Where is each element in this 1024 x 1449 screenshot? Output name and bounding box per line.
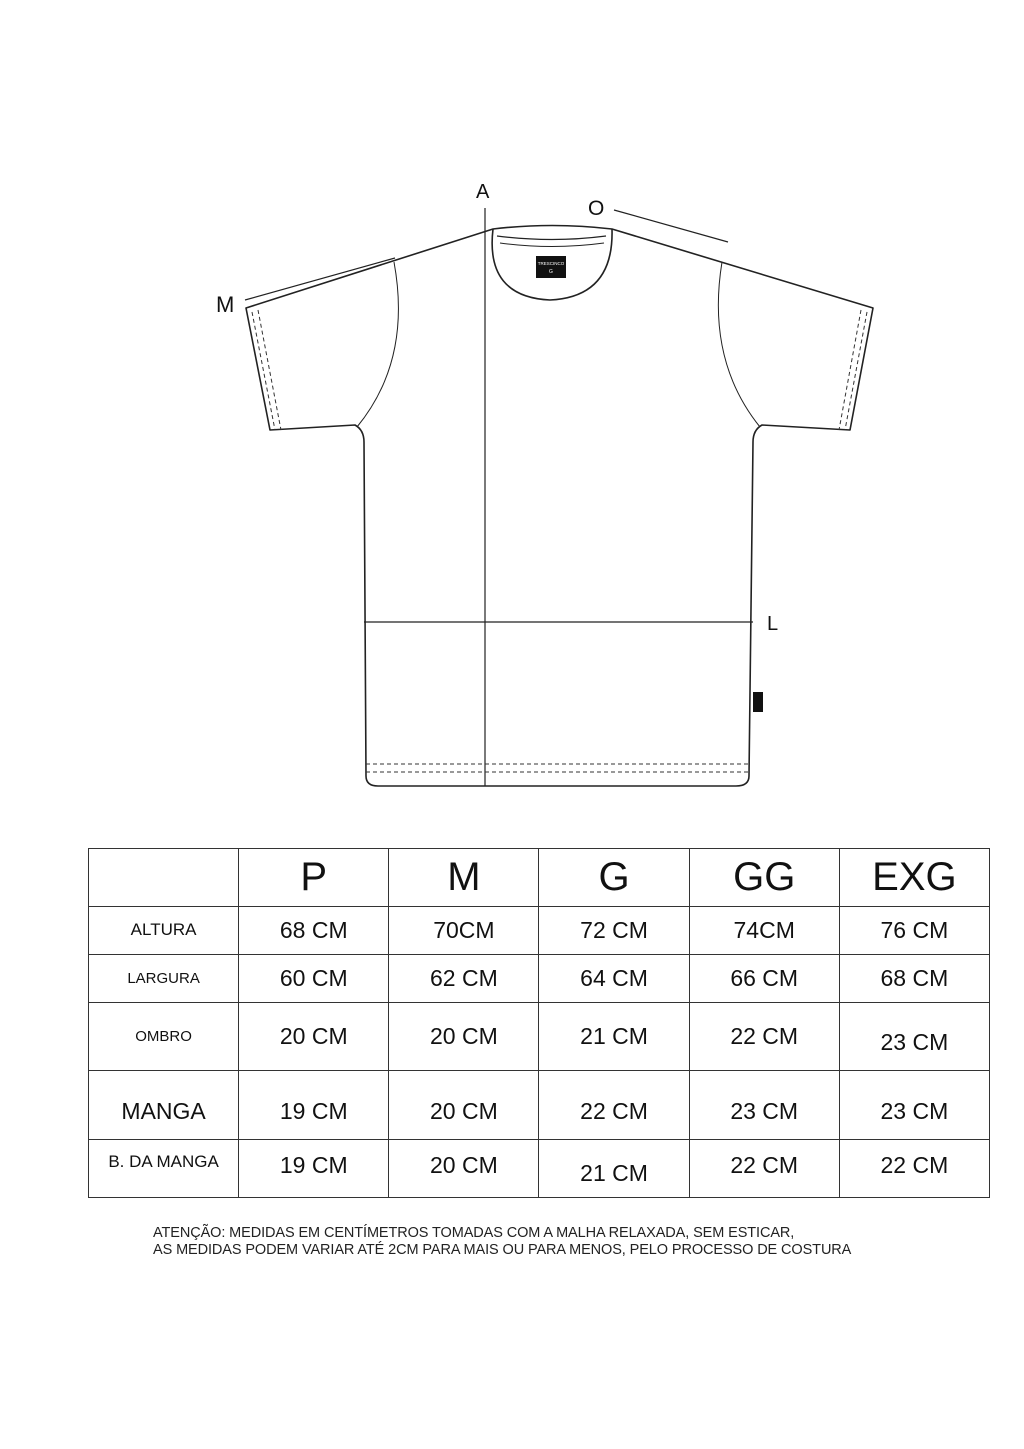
left-armhole-seam	[357, 262, 398, 427]
size-table	[88, 848, 990, 1198]
table-cell: 22 CM	[839, 1140, 989, 1198]
table-cell: 22 CM	[689, 1140, 839, 1198]
table-row	[89, 954, 990, 1002]
table-row	[89, 1002, 990, 1071]
table-cell: 60 CM	[239, 954, 389, 1002]
table-row	[89, 1071, 990, 1140]
label-m: M	[216, 292, 235, 317]
table-row	[89, 907, 990, 955]
table-cell: 23 CM	[689, 1071, 839, 1140]
table-cell: 66 CM	[689, 954, 839, 1002]
label-o: O	[588, 197, 605, 220]
shirt-outline	[246, 226, 873, 787]
note-line-2: AS MEDIDAS PODEM VARIAR ATÉ 2CM PARA MAIS OU PARA MENOS, PELO PROCESSO DE COSTURA	[153, 1242, 852, 1258]
table-cell: 20 CM	[239, 1002, 389, 1071]
collar-inner-2	[500, 243, 604, 247]
table-cell: 20 CM	[389, 1071, 539, 1140]
table-header-row	[89, 849, 990, 907]
table-corner-cell	[89, 849, 239, 907]
table-cell: 68 CM	[239, 907, 389, 955]
table-cell: 23 CM	[839, 1071, 989, 1140]
column-header-exg: EXG	[839, 849, 989, 907]
column-header-gg: GG	[689, 849, 839, 907]
right-sleeve-stitch-2	[839, 310, 861, 430]
column-header-m: M	[389, 849, 539, 907]
table-cell: 19 CM	[239, 1071, 389, 1140]
table-cell: 21 CM	[539, 1140, 689, 1198]
column-header-g: G	[539, 849, 689, 907]
row-label-largura: LARGURA	[89, 954, 239, 1002]
table-cell: 22 CM	[539, 1071, 689, 1140]
collar-inner	[497, 236, 606, 240]
sleeve-measure-line	[245, 258, 395, 300]
left-sleeve-stitch-2	[258, 310, 281, 430]
table-cell: 23 CM	[839, 1002, 989, 1071]
right-armhole-seam	[718, 262, 760, 427]
neck-label-size: G	[549, 269, 553, 275]
label-a: A	[476, 181, 490, 203]
table-cell: 20 CM	[389, 1140, 539, 1198]
row-label-manga: MANGA	[89, 1071, 239, 1140]
table-cell: 72 CM	[539, 907, 689, 955]
table-cell: 74CM	[689, 907, 839, 955]
row-label-altura: ALTURA	[89, 907, 239, 955]
table-cell: 22 CM	[689, 1002, 839, 1071]
row-label-ombro: OMBRO	[89, 1002, 239, 1071]
shoulder-measure-line	[614, 210, 728, 242]
row-label-barra-manga: B. DA MANGA	[89, 1140, 239, 1198]
column-header-p: P	[239, 849, 389, 907]
table-cell: 19 CM	[239, 1140, 389, 1198]
label-l: L	[767, 613, 779, 635]
side-label	[753, 692, 763, 712]
table-cell: 21 CM	[539, 1002, 689, 1071]
table-row	[89, 1140, 990, 1198]
measurement-note	[153, 1225, 851, 1259]
right-sleeve-stitch-1	[845, 312, 867, 430]
table-cell: 20 CM	[389, 1002, 539, 1071]
table-cell: 64 CM	[539, 954, 689, 1002]
neck-label-brand: TRESCINCO	[537, 261, 565, 266]
left-sleeve-stitch-1	[252, 312, 275, 430]
table-cell: 70CM	[389, 907, 539, 955]
table-cell: 62 CM	[389, 954, 539, 1002]
table-cell: 76 CM	[839, 907, 989, 955]
table-cell: 68 CM	[839, 954, 989, 1002]
note-line-1: ATENÇÃO: MEDIDAS EM CENTÍMETROS TOMADAS COM A MALHA RELAXADA, SEM ESTICAR,	[153, 1225, 795, 1241]
